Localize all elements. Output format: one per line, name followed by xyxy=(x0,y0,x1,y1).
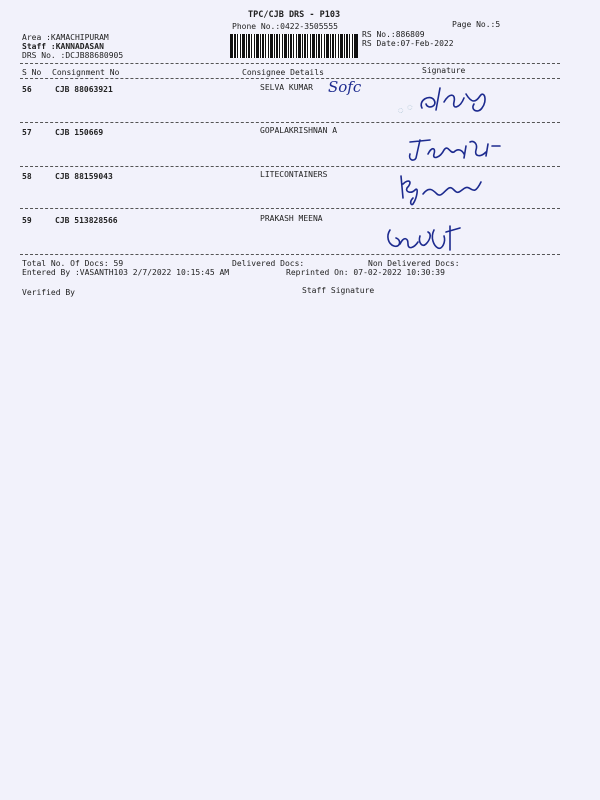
entered-by: Entered By :VASANTH103 2/7/2022 10:15:45 AM xyxy=(22,268,230,277)
reprinted-on: Reprinted On: 07-02-2022 10:30:39 xyxy=(286,268,445,277)
handwritten-note: Sofc xyxy=(328,78,362,96)
divider xyxy=(20,254,560,255)
verified-by: Verified By xyxy=(22,288,75,297)
phone-number: Phone No.:0422-3505555 xyxy=(232,22,338,31)
barcode xyxy=(230,34,358,58)
row-consignment: CJB 88063921 xyxy=(55,85,113,94)
area-label: Area :KAMACHIPURAM xyxy=(22,33,109,42)
signature-scribble xyxy=(395,168,495,208)
row-sno: 56 xyxy=(22,85,32,94)
column-header-sno: S No xyxy=(22,68,42,77)
staff-label: Staff :KANNADASAN xyxy=(22,42,104,51)
row-consignee: PRAKASH MEENA xyxy=(260,214,323,223)
rs-date: RS Date:07-Feb-2022 xyxy=(362,39,454,48)
row-consignee: SELVA KUMAR xyxy=(260,83,313,92)
row-sno: 58 xyxy=(22,172,32,181)
column-header-consignee: Consignee Details xyxy=(242,68,324,77)
divider xyxy=(20,122,560,123)
divider xyxy=(20,166,560,167)
divider xyxy=(20,63,560,64)
page-number: Page No.:5 xyxy=(452,20,501,29)
row-consignment: CJB 513828566 xyxy=(55,216,118,225)
document-title: TPC/CJB DRS - P103 xyxy=(248,10,341,20)
row-sno: 59 xyxy=(22,216,32,225)
signature-scribble xyxy=(400,80,510,120)
divider xyxy=(20,78,560,79)
row-consignment: CJB 150669 xyxy=(55,128,104,137)
row-sno: 57 xyxy=(22,128,32,137)
column-header-signature: Signature xyxy=(422,66,466,75)
signature-scribble xyxy=(400,132,510,166)
row-consignment: CJB 88159043 xyxy=(55,172,113,181)
drs-number: DRS No. :DCJB88680905 xyxy=(22,51,124,60)
divider xyxy=(20,208,560,209)
row-consignee: GOPALAKRISHNAN A xyxy=(260,126,338,135)
row-consignee: LITECONTAINERS xyxy=(260,170,328,179)
staff-signature: Staff Signature xyxy=(302,286,375,295)
total-docs: Total No. Of Docs: 59 xyxy=(22,259,124,268)
column-header-consignment: Consignment No xyxy=(52,68,120,77)
stamp-mark: ◌ ◌ xyxy=(396,101,414,116)
delivered-docs: Delivered Docs: xyxy=(232,259,305,268)
rs-number: RS No.:886809 xyxy=(362,30,425,39)
signature-scribble xyxy=(380,222,470,258)
non-delivered-docs: Non Delivered Docs: xyxy=(368,259,460,268)
